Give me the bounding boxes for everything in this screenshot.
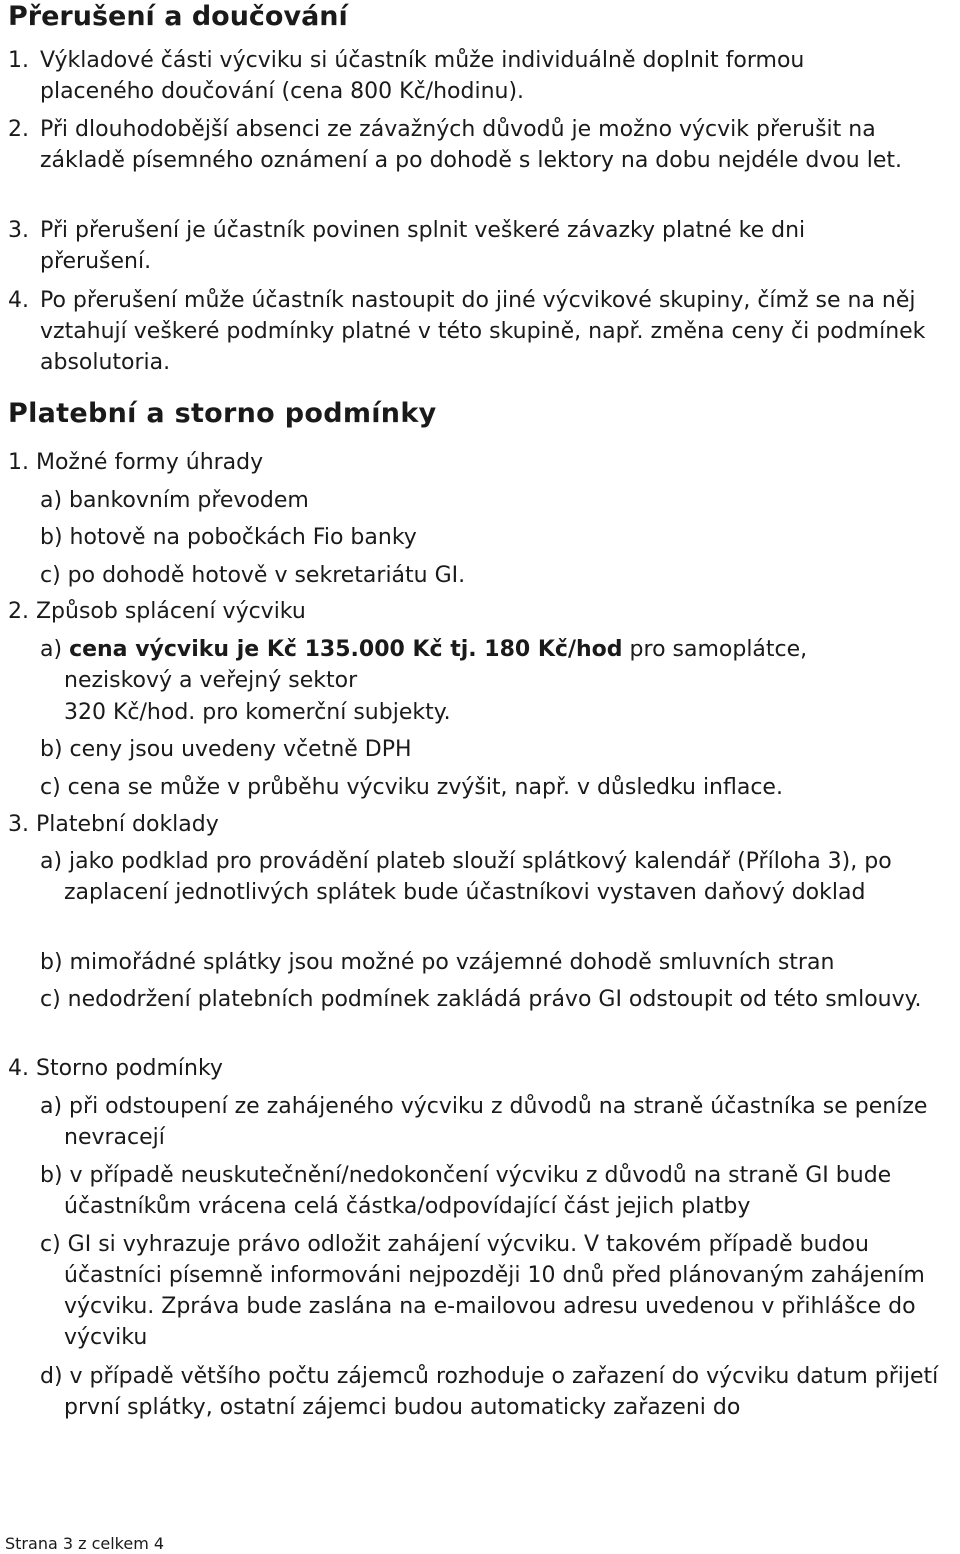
section-title-platebni: Platební a storno podmínky bbox=[8, 398, 437, 429]
section-title-preruseni: Přerušení a doučování bbox=[8, 1, 348, 32]
list-item-1: Výkladové části výcviku si účastník může individuálně doplnit formou placeného doučování (cena 800 Kč/hodinu). bbox=[40, 48, 805, 104]
subsection-heading-3: 3. Platební doklady bbox=[8, 812, 219, 837]
storno-b: b) v případě neuskutečnění/nedokončení výcviku z důvodů na straně GI bude účastníkům vrácena celá částka/odpovídající část jejich platby bbox=[40, 1163, 892, 1219]
payment-form-b: b) hotově na pobočkách Fio banky bbox=[40, 525, 417, 550]
price-change: c) cena se může v průběhu výcviku zvýšit, např. v důsledku inflace. bbox=[40, 775, 783, 800]
subsection-heading-1: 1. Možné formy úhrady bbox=[8, 450, 264, 475]
list-number: 3. bbox=[8, 218, 29, 243]
list-number: 4. bbox=[8, 288, 29, 313]
price-line-2: neziskový a veřejný sektor bbox=[64, 668, 358, 693]
price-bold: cena výcviku je Kč 135.000 Kč tj. 180 Kč/hod bbox=[69, 637, 623, 662]
payment-form-a: a) bankovním převodem bbox=[40, 488, 309, 513]
list-item-3: Při přerušení je účastník povinen splnit veškeré závazky platné ke dni přerušení. bbox=[40, 218, 806, 274]
doc-a: a) jako podklad pro provádění plateb slouží splátkový kalendář (Příloha 3), po zaplacení jednotlivých splátek bude účastníkovi vystaven daňový doklad bbox=[40, 849, 892, 905]
storno-d: d) v případě většího počtu zájemců rozhoduje o zařazení do výcviku datum přijetí první splátky, ostatní zájemci budou automaticky zařazeni do bbox=[40, 1364, 939, 1420]
subsection-heading-2: 2. Způsob splácení výcviku bbox=[8, 599, 306, 624]
storno-c: c) GI si vyhrazuje právo odložit zahájení výcviku. V takovém případě budou účastníci písemně informováni nejpozději 10 dnů před plánovaným zahájením výcviku. Zpráva bude zaslána na e-mailovou adresu uvedenou v přihlášce do výcviku bbox=[40, 1232, 925, 1350]
storno-a: a) při odstoupení ze zahájeného výcviku z důvodů na straně účastníka se peníze nevracejí bbox=[40, 1094, 928, 1150]
price-prefix: a) bbox=[40, 637, 70, 662]
list-item-4: Po přerušení může účastník nastoupit do jiné výcvikové skupiny, čímž se na něj vztahují veškeré podmínky platné v této skupině, např. změna ceny či podmínek absolutoria. bbox=[40, 288, 926, 375]
list-number: 2. bbox=[8, 117, 29, 142]
price-line bbox=[40, 634, 807, 665]
page-footer: Strana 3 z celkem 4 bbox=[5, 1534, 165, 1553]
payment-form-c: c) po dohodě hotově v sekretariátu GI. bbox=[40, 563, 466, 588]
list-number: 1. bbox=[8, 48, 29, 73]
price-vat: b) ceny jsou uvedeny včetně DPH bbox=[40, 737, 412, 762]
doc-b: b) mimořádné splátky jsou možné po vzájemné dohodě smluvních stran bbox=[40, 950, 835, 975]
list-item-2: Při dlouhodobější absenci ze závažných důvodů je možno výcvik přerušit na základě písemného oznámení a po dohodě s lektory na dobu nejdéle dvou let. bbox=[40, 117, 903, 173]
subsection-heading-4: 4. Storno podmínky bbox=[8, 1056, 223, 1081]
doc-c: c) nedodržení platebních podmínek zakládá právo GI odstoupit od této smlouvy. bbox=[40, 987, 922, 1012]
price-rest: pro samoplátce, bbox=[622, 637, 808, 662]
price-line-3: 320 Kč/hod. pro komerční subjekty. bbox=[64, 700, 451, 725]
